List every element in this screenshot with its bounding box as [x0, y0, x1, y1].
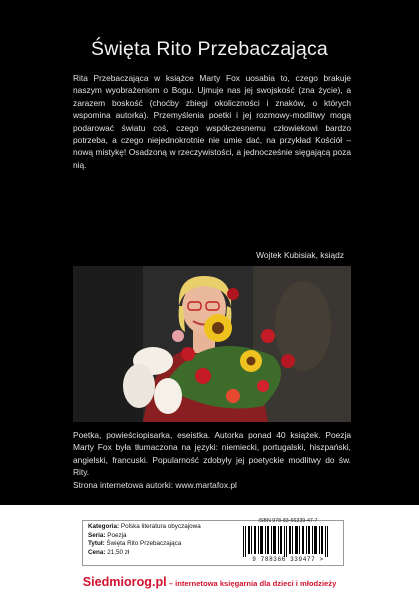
isbn-label: ISBN 978-83-66339-47-7 [258, 518, 318, 524]
publisher-tagline: – internetowa księgarnia dla dzieci i młodzieży [166, 579, 337, 588]
meta-price: Cena: 21,50 zł [88, 548, 130, 556]
meta-title: Tytuł: Święta Rito Przebaczająca [88, 540, 182, 548]
author-photo [73, 266, 351, 422]
author-bio [73, 429, 351, 491]
meta-series: Seria: Poezja [88, 531, 127, 539]
author-portrait-with-flowers-icon [73, 266, 351, 422]
meta-category: Kategoria: Polska literatura obyczajowa [88, 523, 201, 530]
publisher-footer [0, 573, 419, 591]
blurb-signature: Wojtek Kubisiak, ksiądz [256, 250, 344, 260]
author-website: Strona internetowa autorki: www.martafox.pl [73, 479, 237, 490]
author-bio-text: Poetka, powieściopisarka, eseistka. Autorka ponad 40 książek. Poezja Marty Fox była tłumaczona na języki: niemiecki, portugalski, hiszpański, angielski, francuski. Popularność zdobyły jej poetyckie modlitwy do św. Rity. [73, 430, 351, 478]
book-title: Święta Rito Przebaczająca [91, 38, 328, 60]
back-cover-blurb: Rita Przebaczająca w książce Marty Fox uosabia to, czego brakuje naszym wyobrażeniom o Bogu. Ujmuje nas jej swojskość (zna życie), a zarazem boskość (choćby zbiegi okoliczności i znaków, o których wspomina autorka). Przemyślenia poetki i jej rozmowy-modlitwy mogą podarować światu coś, czego współczesnemu człowiekowi bardzo potrzeba, a czego niejednokrotnie nie umie dać, na przykład Kościół – nową mistykę! Osadzoną w rzeczywistości, a jednocześnie sięgającą poza nią. [73, 73, 351, 170]
publisher-brand: Siedmiorog.pl [82, 575, 167, 589]
barcode-digits: 9 788366 339477 > [252, 556, 324, 563]
